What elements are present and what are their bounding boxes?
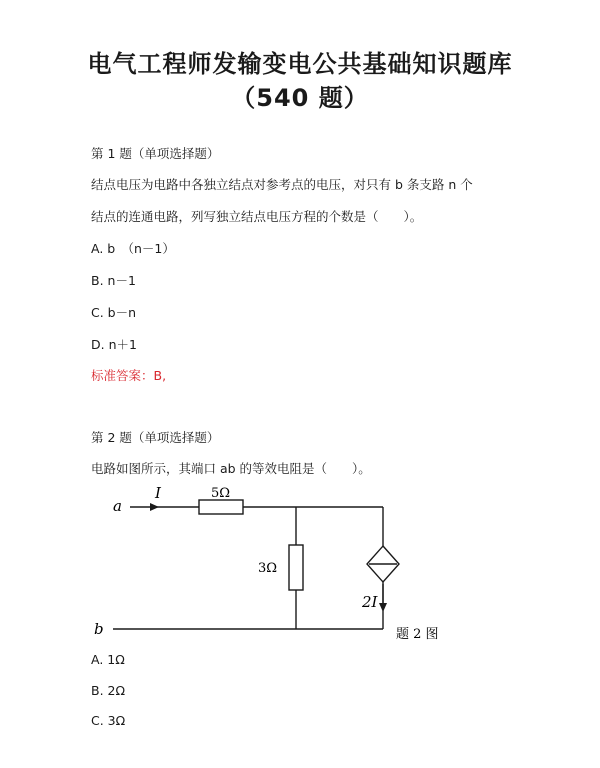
document-title: 电气工程师发输变电公共基础知识题库 xyxy=(87,50,513,78)
figure-caption: 题 2 图 xyxy=(396,627,439,642)
q1-option-b: B. n－1 xyxy=(91,273,136,288)
q1-option-c: C. b－n xyxy=(91,305,137,320)
node-a-label: a xyxy=(113,497,122,515)
q2-header: 第 2 题（单项选择题） xyxy=(91,430,220,445)
label-3ohm: 3Ω xyxy=(258,561,278,576)
q1-option-d: D. n＋1 xyxy=(91,337,137,352)
resistor-3ohm xyxy=(289,545,303,590)
q2-option-b: B. 2Ω xyxy=(91,683,126,698)
source-arrow-icon xyxy=(379,603,387,612)
q1-answer: 标准答案：B, xyxy=(91,368,167,383)
node-b-label: b xyxy=(94,620,104,638)
q2-stem: 电路如图所示，其端口 ab 的等效电阻是（ ）。 xyxy=(91,461,371,476)
current-label: I xyxy=(155,484,161,502)
q1-stem-line1: 结点电压为电路中各独立结点对参考点的电压，对只有 b 条支路 n 个 xyxy=(91,177,473,192)
label-2i: 2I xyxy=(362,593,378,611)
resistor-5ohm xyxy=(199,500,243,514)
current-arrow-icon xyxy=(150,503,159,511)
q1-header: 第 1 题（单项选择题） xyxy=(91,146,220,161)
q2-option-c: C. 3Ω xyxy=(91,713,126,728)
q2-option-a: A. 1Ω xyxy=(91,652,125,667)
label-5ohm: 5Ω xyxy=(211,486,231,501)
q1-option-a: A. b （n－1） xyxy=(91,241,175,256)
document-subtitle-count: （540 题） xyxy=(231,84,369,112)
q1-stem-line2: 结点的连通电路，列写独立结点电压方程的个数是（ ）。 xyxy=(91,209,423,224)
